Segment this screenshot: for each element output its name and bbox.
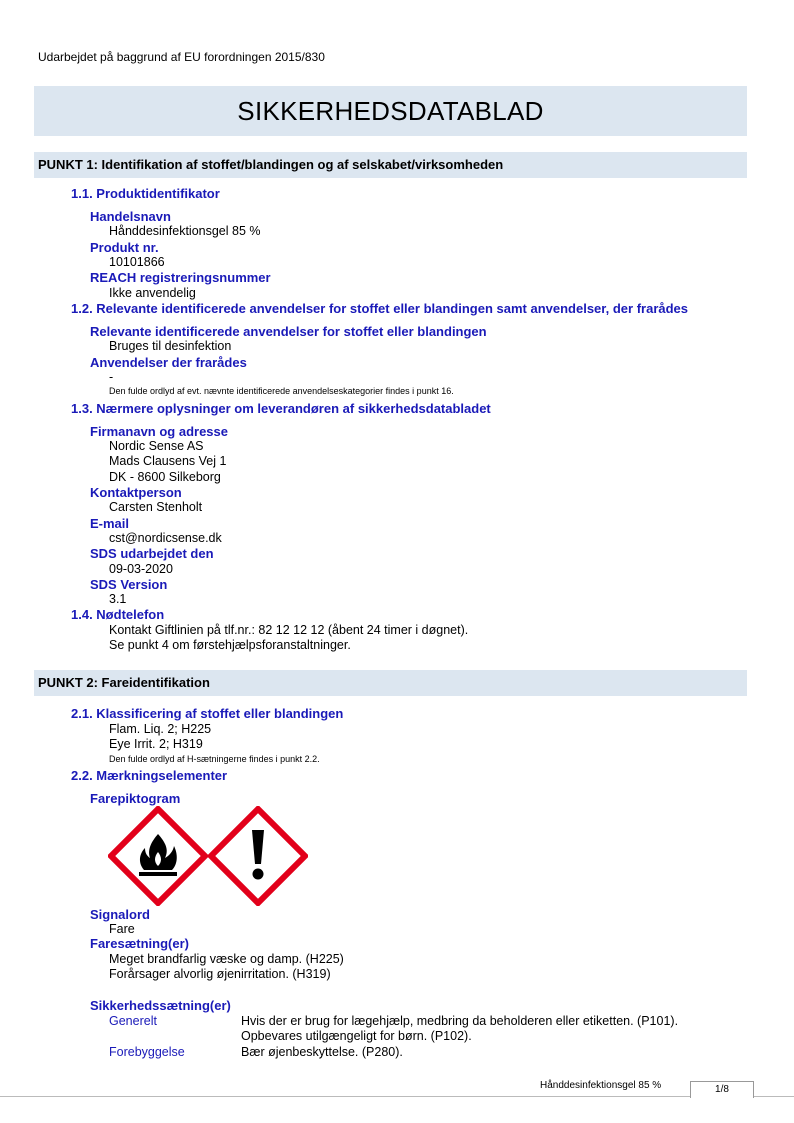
- product-no-value: 10101866: [109, 255, 165, 269]
- signal-word-label: Signalord: [90, 907, 150, 922]
- uses-advised-against-value: -: [109, 370, 114, 384]
- general-statement: Opbevares utilgængeligt for børn. (P102).: [241, 1029, 472, 1043]
- subsection-1-2-title: 1.2. Relevante identificerede anvendelser for stoffet eller blandingen samt anvendelser, der frarådes: [71, 301, 689, 316]
- identified-uses-label: Relevante identificerede anvendelser for stoffet eller blandingen: [90, 324, 487, 339]
- sds-version-label: SDS Version: [90, 577, 168, 592]
- uses-advised-against-label: Anvendelser der frarådes: [90, 355, 247, 370]
- email-value: cst@nordicsense.dk: [109, 531, 222, 545]
- regulation-note: Udarbejdet på baggrund af EU forordningen 2015/830: [38, 50, 325, 64]
- product-no-label: Produkt nr.: [90, 240, 159, 255]
- emergency-phone-line: Kontakt Giftlinien på tlf.nr.: 82 12 12 12 (åbent 24 timer i døgnet).: [109, 623, 469, 637]
- uses-note: Den fulde ordlyd af evt. nævnte identificerede anvendelseskategorier findes i punkt 16.: [109, 386, 454, 396]
- general-label: Generelt: [109, 1014, 157, 1028]
- sds-date-value: 09-03-2020: [109, 562, 173, 576]
- exclamation-icon: [208, 806, 308, 906]
- subsection-1-1-title: 1.1. Produktidentifikator: [71, 186, 220, 201]
- section-1-title: PUNKT 1: Identifikation af stoffet/blandingen og af selskabet/virksomheden: [38, 157, 504, 172]
- hazard-statements-label: Faresætning(er): [90, 936, 189, 951]
- footer-divider: [0, 1096, 794, 1097]
- classification-line: Eye Irrit. 2; H319: [109, 737, 203, 751]
- signal-word-value: Fare: [109, 922, 135, 936]
- section-2-title: PUNKT 2: Fareidentifikation: [38, 675, 210, 690]
- company-label: Firmanavn og adresse: [90, 424, 228, 439]
- identified-uses-value: Bruges til desinfektion: [109, 339, 232, 353]
- section-1-header: [34, 152, 747, 178]
- trade-name-label: Handelsnavn: [90, 209, 171, 224]
- contact-value: Carsten Stenholt: [109, 500, 203, 514]
- hazard-statement: Forårsager alvorlig øjenirritation. (H319): [109, 967, 331, 981]
- section-2-header: [34, 670, 747, 696]
- email-label: E-mail: [90, 516, 130, 531]
- document-title: SIKKERHEDSDATABLAD: [237, 96, 544, 126]
- precautionary-statements-label: Sikkerhedssætning(er): [90, 998, 231, 1013]
- pictogram-label: Farepiktogram: [90, 791, 181, 806]
- title-bar: [34, 86, 747, 136]
- company-line: Nordic Sense AS: [109, 439, 204, 453]
- subsection-2-1-title: 2.1. Klassificering af stoffet eller blandingen: [71, 706, 344, 721]
- hazard-statement: Meget brandfarlig væske og damp. (H225): [109, 952, 344, 966]
- subsection-1-4-title: 1.4. Nødtelefon: [71, 607, 165, 622]
- first-aid-reference: Se punkt 4 om førstehjælpsforanstaltninger.: [109, 638, 351, 652]
- classification-line: Flam. Liq. 2; H225: [109, 722, 212, 736]
- classification-note: Den fulde ordlyd af H-sætningerne findes i punkt 2.2.: [109, 754, 320, 764]
- flame-icon: [108, 806, 208, 906]
- contact-label: Kontaktperson: [90, 485, 182, 500]
- reach-label: REACH registreringsnummer: [90, 270, 271, 285]
- company-line: Mads Clausens Vej 1: [109, 454, 227, 468]
- sds-date-label: SDS udarbejdet den: [90, 546, 214, 561]
- prevention-statement: Bær øjenbeskyttelse. (P280).: [241, 1045, 403, 1059]
- trade-name-value: Hånddesinfektionsgel 85 %: [109, 224, 261, 238]
- reach-value: Ikke anvendelig: [109, 286, 196, 300]
- prevention-label: Forebyggelse: [109, 1045, 185, 1059]
- page-number: 1/8: [690, 1081, 754, 1098]
- subsection-2-2-title: 2.2. Mærkningselementer: [71, 768, 228, 783]
- sds-version-value: 3.1: [109, 592, 127, 606]
- footer-product-name: Hånddesinfektionsgel 85 %: [540, 1080, 662, 1091]
- subsection-1-3-title: 1.3. Nærmere oplysninger om leverandøren af sikkerhedsdatabladet: [71, 401, 491, 416]
- general-statement: Hvis der er brug for lægehjælp, medbring da beholderen eller etiketten. (P101).: [241, 1014, 679, 1028]
- company-line: DK - 8600 Silkeborg: [109, 470, 221, 484]
